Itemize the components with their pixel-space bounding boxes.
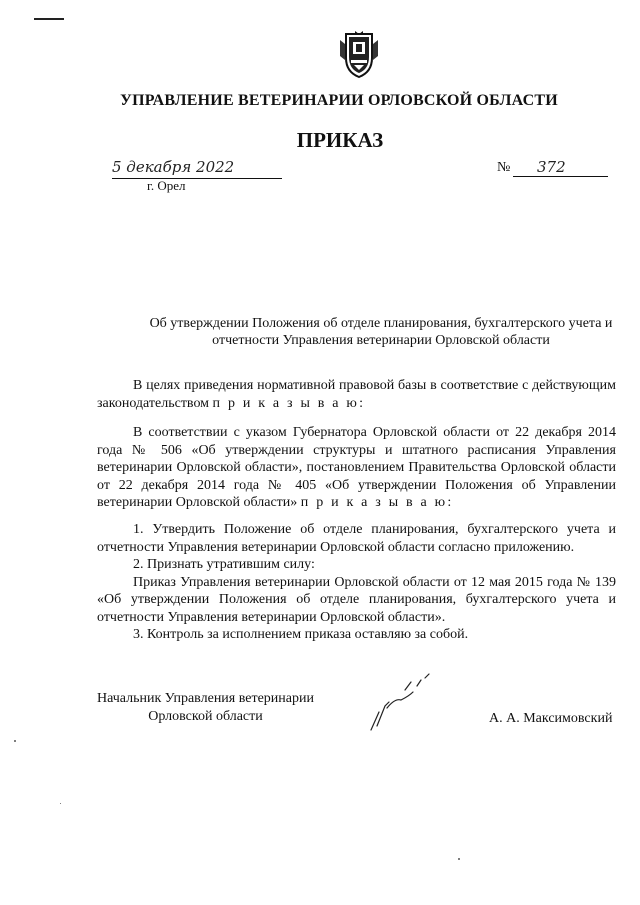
date-field [112,158,282,179]
number-label: № [497,160,511,175]
city-label: г. Орел [147,178,186,193]
signer-position-line-1: Начальник Управления ветеринарии [97,691,314,706]
preamble-paragraph-2 [97,424,616,512]
order-items [97,521,616,644]
order-item-3: 3. Контроль за исполнением приказа оставляю за собой. [133,627,469,642]
order-item-2-text: Приказ Управления ветеринарии Орловской области от 12 мая 2015 года № 139 «Об утверждении Положения об отделе планирования, бухгалтерского учета и отчетности Управления ветеринарии Орловской области». [97,574,616,625]
signer-name: А. А. Максимовский [489,711,613,726]
subject-line-2: отчетности Управления ветеринарии Орловской области [212,333,550,348]
scan-speck [458,858,460,860]
coat-of-arms-icon [334,30,384,80]
order-subject [146,315,616,349]
preamble-paragraph-1 [97,377,616,412]
subject-line-1: Об утверждении Положения об отделе планирования, бухгалтерского учета и [149,316,613,331]
signer-position-line-2: Орловской области [148,709,263,724]
document-type-title: ПРИКАЗ [296,128,384,152]
handwritten-signature-icon [365,668,445,740]
scan-mark [34,18,64,20]
scan-speck [14,740,16,742]
agency-title: УПРАВЛЕНИЕ ВЕТЕРИНАРИИ ОРЛОВСКОЙ ОБЛАСТИ [120,92,558,109]
number-field [513,158,608,177]
preamble-1-text: В целях приведения нормативной правовой базы в соответствие с действующим законодательством [97,378,616,411]
order-word-2: п р и к а з ы в а ю: [300,495,454,510]
handwritten-date: 5 декабря 2022 [112,158,235,176]
scan-speck [60,803,61,804]
signer-position [97,690,314,726]
preamble-2-text: В соответствии с указом Губернатора Орловской области от 22 декабря 2014 года № 506 «Об утверждении структуры и штатного расписания Управления ветеринарии Орловской области», постановлением Правительства Орловской области от 22 декабря 2014 года № 405 «Об утверждении Положения об Управлении ветеринарии Орловской области» [97,425,616,510]
handwritten-number: 372 [537,158,566,176]
order-item-1: 1. Утвердить Положение об отделе планирования, бухгалтерского учета и отчетности Управления ветеринарии Орловской области согласно приложению. [97,522,616,555]
order-item-2: 2. Признать утратившим силу: [133,557,315,572]
order-word: п р и к а з ы в а ю: [212,395,366,411]
